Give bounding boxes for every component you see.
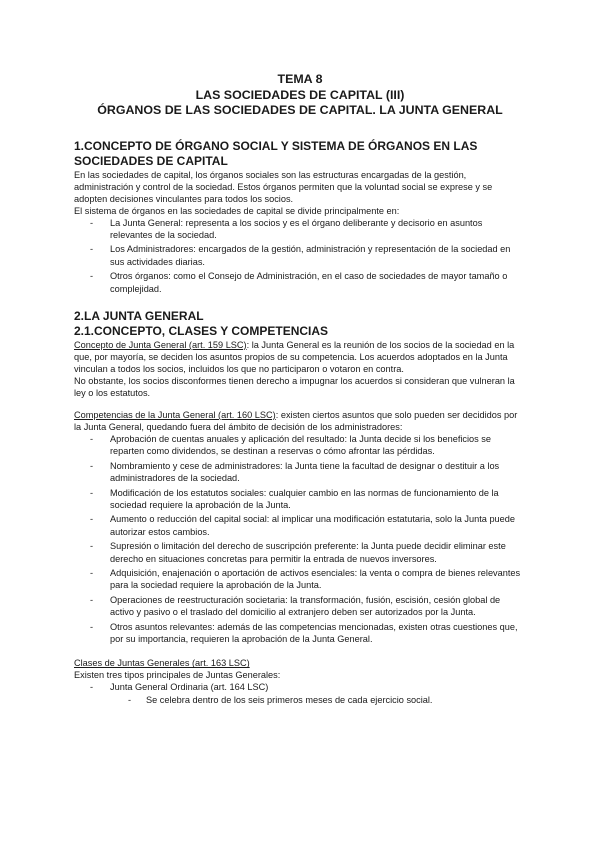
section-2-heading: 2.LA JUNTA GENERAL [74,308,204,323]
clases-intro: Existen tres tipos principales de Juntas Generales: [74,670,281,681]
clases-sublist [110,694,526,706]
document-title [74,72,526,119]
document-page [74,72,526,708]
list-item: - Otros asuntos relevantes: además de las competencias mencionadas, existen otras cuestiones que, por su importancia, requieren la aprobación de la Junta General. [110,621,526,646]
concepto-label: Concepto de Junta General (art. 159 LSC) [74,339,247,350]
list-item: - La Junta General: representa a los socios y es el órgano deliberante y decisorio en asuntos relevantes de la sociedad. [110,217,526,242]
section-2-1-heading: 2.1.CONCEPTO, CLASES Y COMPETENCIAS [74,323,329,338]
list-item: - Nombramiento y cese de administradores: la Junta tiene la facultad de designar o destituir a los administradores de la sociedad. [110,460,526,485]
competencias-paragraph [74,409,526,433]
sub-list-item: - Se celebra dentro de los seis primeros meses de cada ejercicio social. [146,694,526,706]
clases-label: Clases de Juntas Generales (art. 163 LSC) [74,658,250,669]
section-1-list [74,217,526,295]
title-line-1: TEMA 8 [277,72,323,86]
section-1-paragraph-1: En las sociedades de capital, los órganos sociales son las estructuras encargadas de la gestión, administración y control de la sociedad. Estos órganos permiten que la voluntad social se exprese y se adopten decisiones vinculantes para todos los socios. [74,169,493,204]
title-line-3: ÓRGANOS DE LAS SOCIEDADES DE CAPITAL. LA JUNTA GENERAL [97,103,503,117]
list-item: - Otros órganos: como el Consejo de Administración, en el caso de sociedades de mayor tamaño o complejidad. [110,270,526,295]
clases-list [74,681,526,706]
list-item: - Adquisición, enajenación o aportación de activos esenciales: la venta o compra de bienes relevantes para la sociedad requiere la aprobación de la Junta. [110,567,526,592]
concepto-text: : la Junta General es la reunión de los socios de la sociedad en la que, por mayoría, se deciden los asuntos propios de su competencia. Los acuerdos adoptados en la Junta vinculan a todos los socios, incluidos los que no participaron o votaron en contra. [74,339,515,374]
list-item: - Los Administradores: encargados de la gestión, administración y representación de la sociedad en sus actividades diarias. [110,243,526,268]
title-line-2: LAS SOCIEDADES DE CAPITAL (III) [195,87,405,102]
list-item: - Modificación de los estatutos sociales: cualquier cambio en las normas de funcionamiento de la sociedad requiere la aprobación de la Junta. [110,487,526,512]
competencias-text: : existen ciertos asuntos que solo pueden ser decididos por la Junta General, quedando fuera del ámbito de decisión de los administradores: [74,409,518,432]
list-item: - Supresión o limitación del derecho de suscripción preferente: la Junta puede decidir eliminar este derecho en situaciones concretas para permitir la entrada de nuevos inversores. [110,540,526,565]
competencias-label: Competencias de la Junta General (art. 160 LSC) [74,409,276,420]
list-item: - Aumento o reducción del capital social: al implicar una modificación estatutaria, solo la Junta puede autorizar estos cambios. [110,513,526,538]
concepto-paragraph-2: No obstante, los socios disconformes tienen derecho a impugnar los acuerdos si consideran que vulneran la ley o los estatutos. [74,375,515,398]
competencias-list [74,433,526,646]
list-item: - Aprobación de cuentas anuales y aplicación del resultado: la Junta decide si los beneficios se reparten como dividendos, se destinan a reservas o cómo afrontar las pérdidas. [110,433,526,458]
list-item: - Operaciones de reestructuración societaria: la transformación, fusión, escisión, cesión global de activo y pasivo o el traslado del domicilio al extranjero deben ser autorizados por la Junta. [110,594,526,619]
section-1-heading: 1.CONCEPTO DE ÓRGANO SOCIAL Y SISTEMA DE ÓRGANOS EN LAS SOCIEDADES DE CAPITAL [74,138,478,168]
concepto-paragraph [74,339,526,375]
clases-item-text: Junta General Ordinaria (art. 164 LSC) [110,682,269,693]
section-1-paragraph-2: El sistema de órganos en las sociedades de capital se divide principalmente en: [74,205,400,216]
list-item [110,681,526,706]
